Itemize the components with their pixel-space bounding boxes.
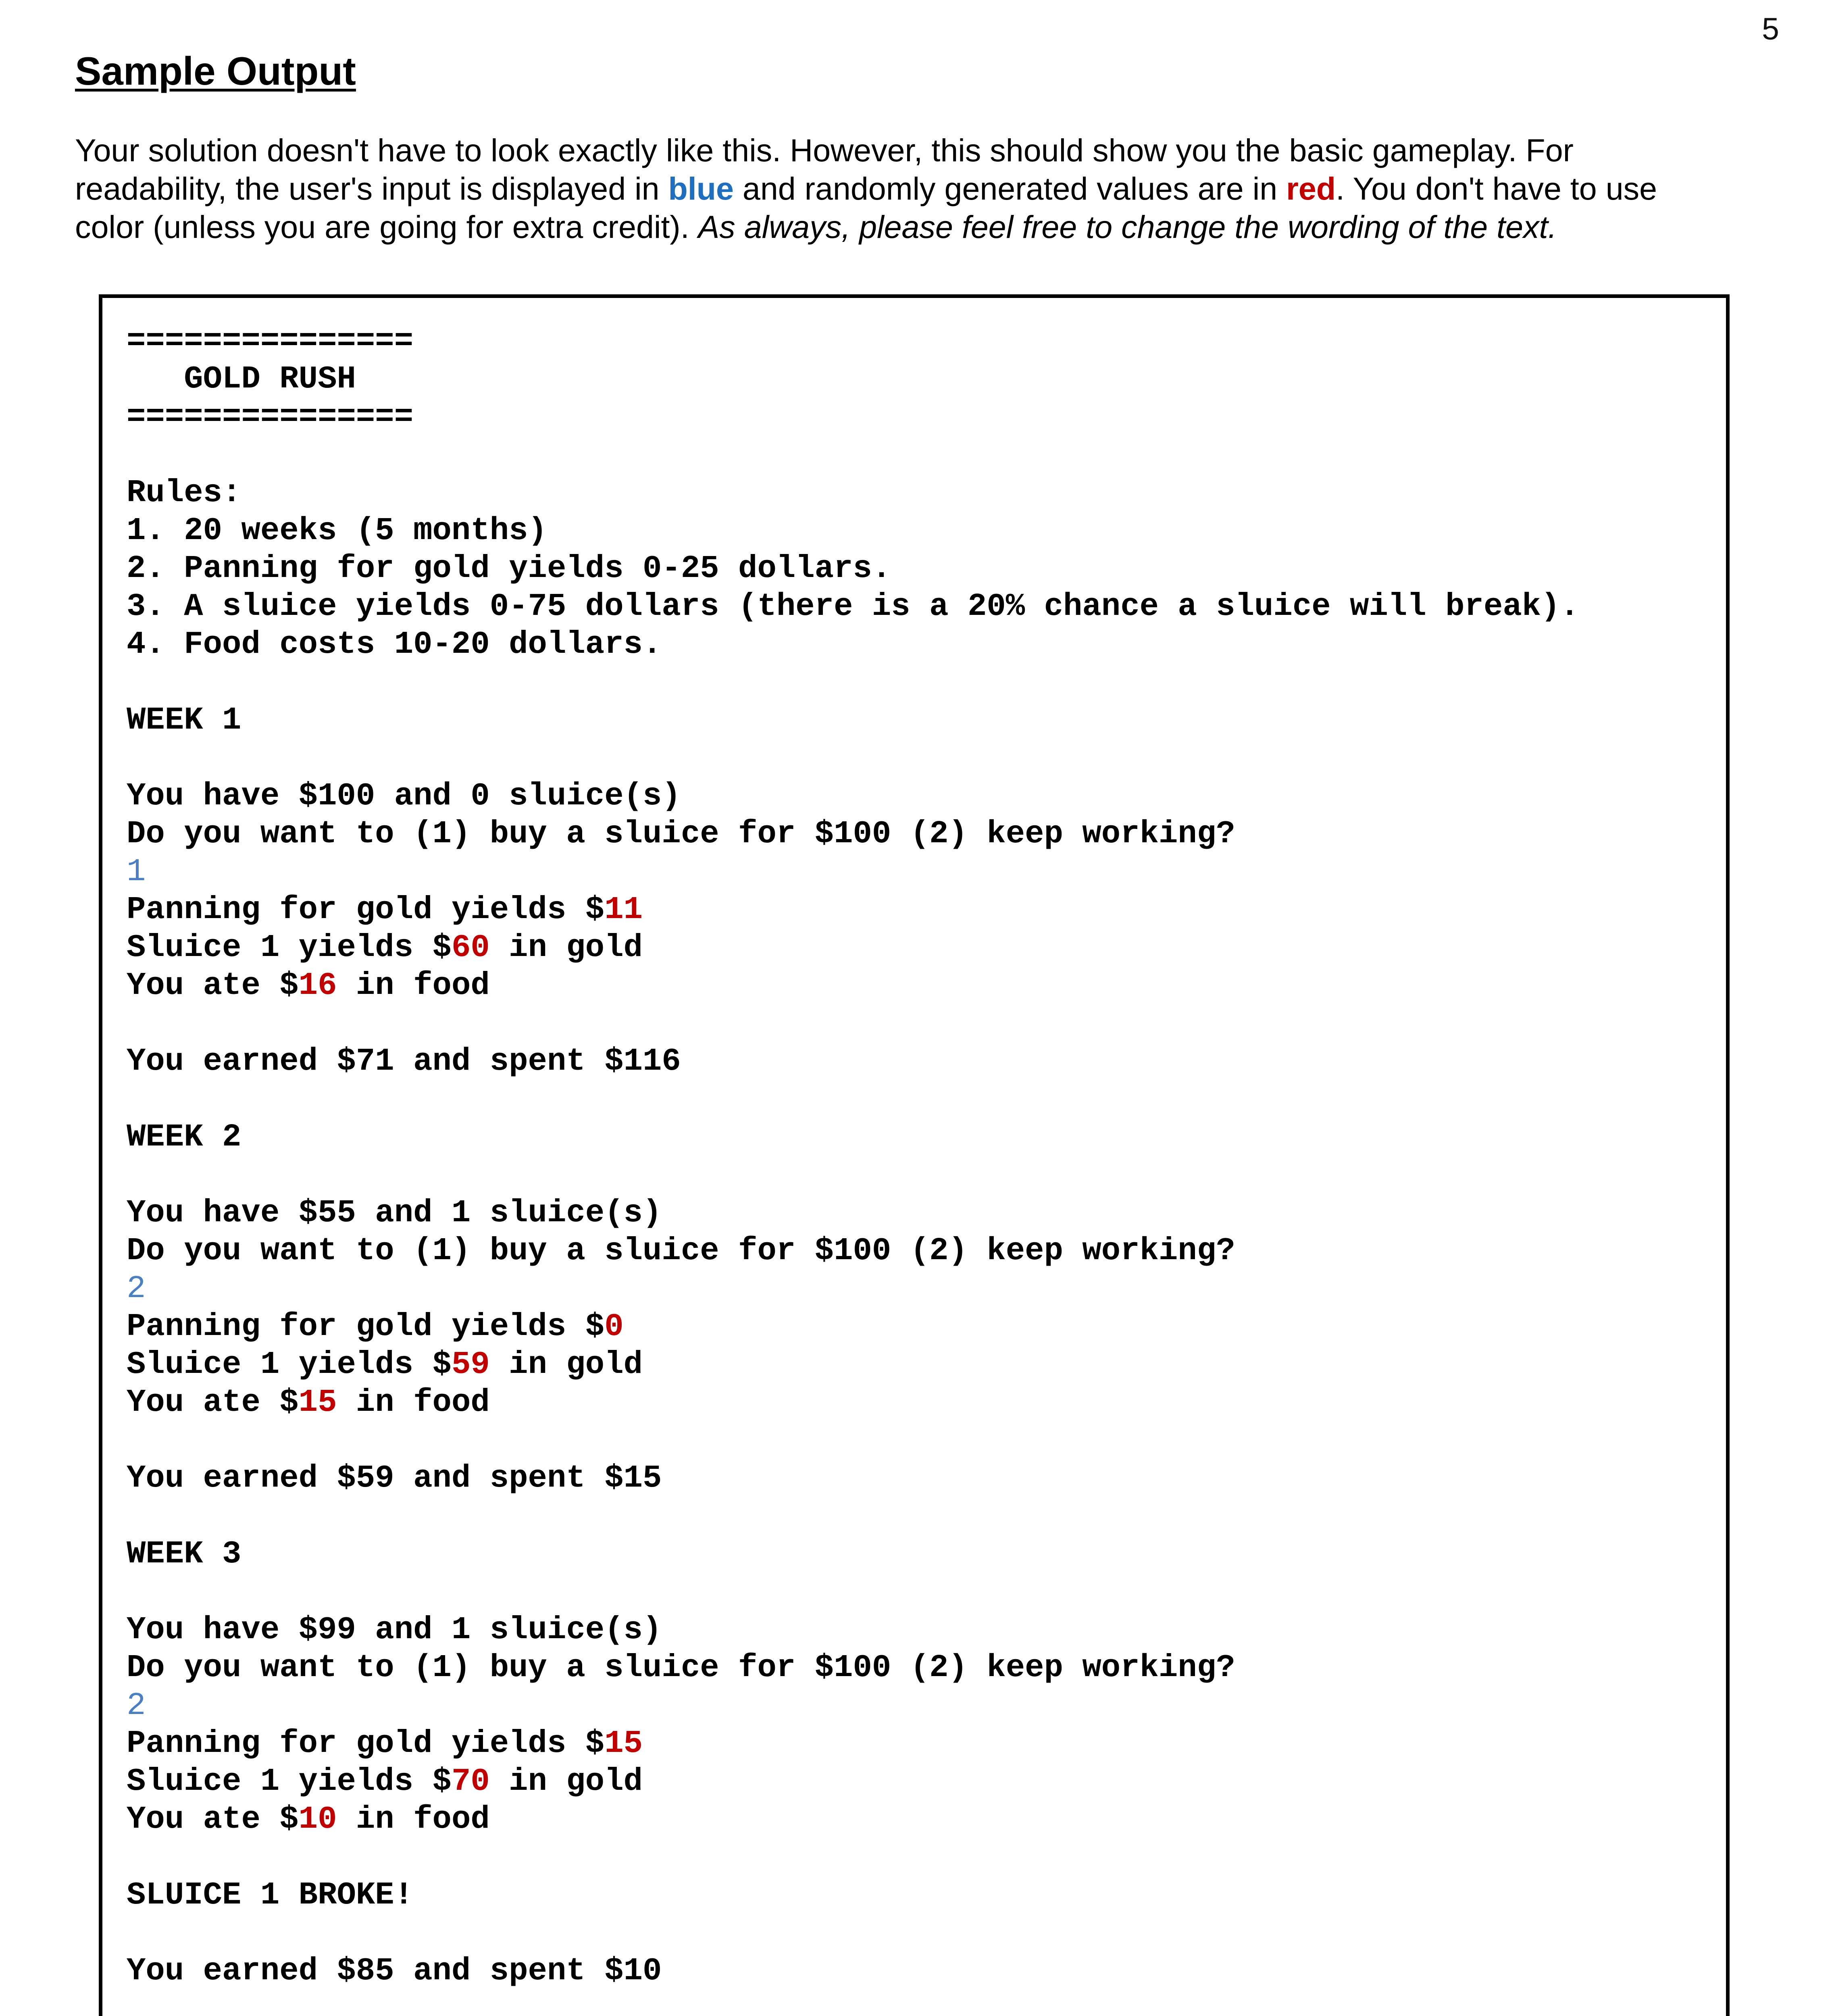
status-line: You have $99 and 1 sluice(s) (127, 1612, 662, 1648)
prompt-line: Do you want to (1) buy a sluice for $100 (2) keep working? (127, 1649, 1235, 1686)
rule-item: 3. A sluice yields 0-75 dollars (there is a 20% chance a sluice will break). (127, 588, 1579, 625)
user-input-line (127, 853, 146, 891)
banner-line: =============== (127, 399, 414, 435)
panning-label: Panning for gold yields $ (127, 1308, 605, 1345)
prompt-line: Do you want to (1) buy a sluice for $100 (2) keep working? (127, 816, 1235, 852)
sluice-broke-line: SLUICE 1 BROKE! (127, 1877, 414, 1913)
sluice-line (127, 1762, 643, 1800)
status-line: You have $100 and 0 sluice(s) (127, 778, 681, 814)
status-line: You have $55 and 1 sluice(s) (127, 1195, 662, 1231)
random-value: 70 (451, 1763, 490, 1799)
panning-label: Panning for gold yields $ (127, 891, 605, 928)
intro-text: and randomly generated values are in (733, 171, 1287, 206)
panning-line (127, 1724, 643, 1762)
red-keyword: red (1286, 171, 1336, 206)
intro-text: readability, the user's input is displayed in (75, 171, 668, 206)
banner-title: GOLD RUSH (127, 361, 356, 397)
page-title: Sample Output (75, 49, 356, 93)
food-label: You ate $ (127, 1801, 299, 1837)
blue-keyword: blue (668, 171, 734, 206)
intro-line-3 (75, 208, 1768, 246)
sluice-suffix: in gold (489, 1763, 643, 1799)
random-value: 16 (298, 967, 337, 1004)
user-input: 1 (127, 854, 146, 890)
rule-item: 2. Panning for gold yields 0-25 dollars. (127, 550, 891, 587)
sluice-label: Sluice 1 yields $ (127, 929, 452, 966)
intro-line-2 (75, 169, 1768, 208)
intro-italic-note: As always, please feel free to change the wording of the text. (698, 209, 1557, 245)
banner-line: =============== (127, 323, 414, 359)
food-suffix: in food (337, 1801, 490, 1837)
food-line (127, 1800, 490, 1838)
intro-paragraph (75, 131, 1768, 246)
sluice-label: Sluice 1 yields $ (127, 1763, 452, 1799)
user-input-line (127, 1687, 146, 1724)
summary-line: You earned $85 and spent $10 (127, 1953, 662, 1989)
week-title: WEEK 3 (127, 1536, 241, 1572)
rule-item: 4. Food costs 10-20 dollars. (127, 626, 662, 662)
sluice-suffix: in gold (489, 1346, 643, 1383)
summary-line: You earned $71 and spent $116 (127, 1043, 681, 1079)
sluice-label: Sluice 1 yields $ (127, 1346, 452, 1383)
random-value: 11 (604, 891, 643, 928)
rules-title: Rules: (127, 475, 241, 511)
random-value: 15 (298, 1384, 337, 1420)
sluice-line (127, 1345, 643, 1383)
intro-text: color (unless you are going for extra credit). (75, 209, 698, 245)
random-value: 60 (451, 929, 490, 966)
random-value: 15 (604, 1725, 643, 1762)
food-label: You ate $ (127, 1384, 299, 1420)
page-number: 5 (1762, 12, 1779, 46)
food-label: You ate $ (127, 967, 299, 1004)
sluice-suffix: in gold (489, 929, 643, 966)
panning-line (127, 1308, 624, 1345)
panning-label: Panning for gold yields $ (127, 1725, 605, 1762)
random-value: 59 (451, 1346, 490, 1383)
random-value: 10 (298, 1801, 337, 1837)
panning-line (127, 891, 643, 929)
week-title: WEEK 2 (127, 1119, 241, 1155)
food-line (127, 966, 490, 1004)
food-line (127, 1383, 490, 1421)
sluice-line (127, 929, 643, 966)
food-suffix: in food (337, 1384, 490, 1420)
intro-line-1: Your solution doesn't have to look exactly like this. However, this should show you the basic gameplay. For (75, 132, 1574, 168)
prompt-line: Do you want to (1) buy a sluice for $100 (2) keep working? (127, 1233, 1235, 1269)
user-input-line (127, 1270, 146, 1308)
console-output-box (99, 294, 1730, 2016)
summary-line: You earned $59 and spent $15 (127, 1460, 662, 1496)
random-value: 0 (604, 1308, 624, 1345)
rule-item: 1. 20 weeks (5 months) (127, 512, 547, 549)
intro-text: . You don't have to use (1336, 171, 1657, 206)
user-input: 2 (127, 1687, 146, 1724)
user-input: 2 (127, 1270, 146, 1307)
week-title: WEEK 1 (127, 702, 241, 738)
food-suffix: in food (337, 967, 490, 1004)
